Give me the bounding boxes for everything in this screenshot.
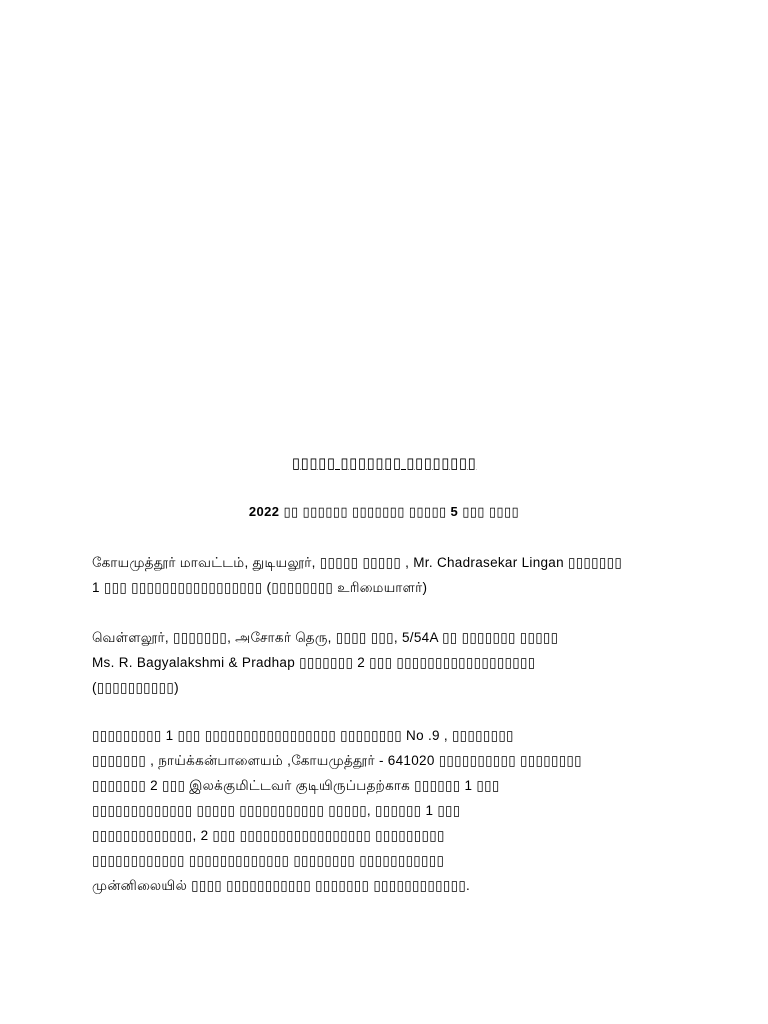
party-two-names: Ms. R. Bagyalakshmi & Pradhap (92, 655, 296, 670)
paragraph-line: ▯▯▯▯▯▯▯▯▯▯▯▯ ▯▯▯▯▯▯▯▯▯▯▯▯▯ ▯▯▯▯▯▯▯▯ ▯▯▯▯▯▯▯▯▯▯▯ (92, 853, 445, 868)
document-title: ▯▯▯▯▯ ▯▯▯▯▯▯▯ ▯▯▯▯▯▯▯▯ (291, 455, 477, 472)
paragraph-line: ▯▯▯▯▯▯▯▯▯ 1 ▯▯▯ ▯▯▯▯▯▯▯▯▯▯▯▯▯▯▯▯▯ ▯▯▯▯▯▯▯▯ No .9 , ▯▯▯▯▯▯▯▯ (92, 728, 514, 743)
paragraph-agreement-body (92, 723, 692, 898)
paragraph-line: (▯▯▯▯▯▯▯▯▯▯) (92, 680, 179, 695)
paragraph-line: முன்னிலையில் ▯▯▯▯ ▯▯▯▯▯▯▯▯▯▯▯ ▯▯▯▯▯▯▯ ▯▯▯▯▯▯▯▯▯▯▯▯. (92, 878, 471, 893)
paragraph-line: ▯▯▯▯▯▯▯ , நாய்க்கன்பாளையம் ,கோயமுத்தூர் - 641020 ▯▯▯▯▯▯▯▯▯▯ ▯▯▯▯▯▯▯▯ (92, 753, 582, 768)
paragraph-party-one (92, 550, 692, 600)
paragraph-line: ▯▯▯▯▯▯▯▯▯▯▯▯▯, 2 ▯▯▯ ▯▯▯▯▯▯▯▯▯▯▯▯▯▯▯▯▯ ▯▯▯▯▯▯▯▯▯ (92, 828, 445, 843)
paragraph-party-two (92, 625, 692, 700)
paragraph-line (92, 650, 692, 675)
document-subtitle: 2022 ▯▯ ▯▯▯▯▯▯ ▯▯▯▯▯▯▯ ▯▯▯▯▯ 5 ▯▯▯ ▯▯▯▯ (248, 504, 520, 519)
paragraph-line: ▯▯▯▯▯▯▯▯▯▯▯▯▯ ▯▯▯▯▯ ▯▯▯▯▯▯▯▯▯▯▯ ▯▯▯▯▯, ▯▯▯▯▯▯ 1 ▯▯▯ (92, 803, 461, 818)
paragraph-line: கோயமுத்தூர் மாவட்டம், துடியலூர், ▯▯▯▯▯ ▯▯▯▯▯ , Mr. Chadrasekar Lingan ▯▯▯▯▯▯▯ (92, 555, 623, 570)
paragraph-line: வெள்ளலூர், ▯▯▯▯▯▯▯, அசோகர் தெரு, ▯▯▯▯ ▯▯▯, 5/54A ▯▯ ▯▯▯▯▯▯▯ ▯▯▯▯▯ (92, 630, 559, 645)
paragraph-line: 1 ▯▯▯ ▯▯▯▯▯▯▯▯▯▯▯▯▯▯▯▯▯ (▯▯▯▯▯▯▯▯ உரிமையாளர்) (92, 580, 428, 595)
paragraph-line-rest: ▯▯▯▯▯▯▯ 2 ▯▯▯ ▯▯▯▯▯▯▯▯▯▯▯▯▯▯▯▯▯▯ (295, 655, 536, 670)
paragraph-line: ▯▯▯▯▯▯▯ 2 ▯▯▯ இலக்குமிட்டவர் குடியிருப்பதற்காக ▯▯▯▯▯▯ 1 ▯▯▯ (92, 778, 500, 793)
